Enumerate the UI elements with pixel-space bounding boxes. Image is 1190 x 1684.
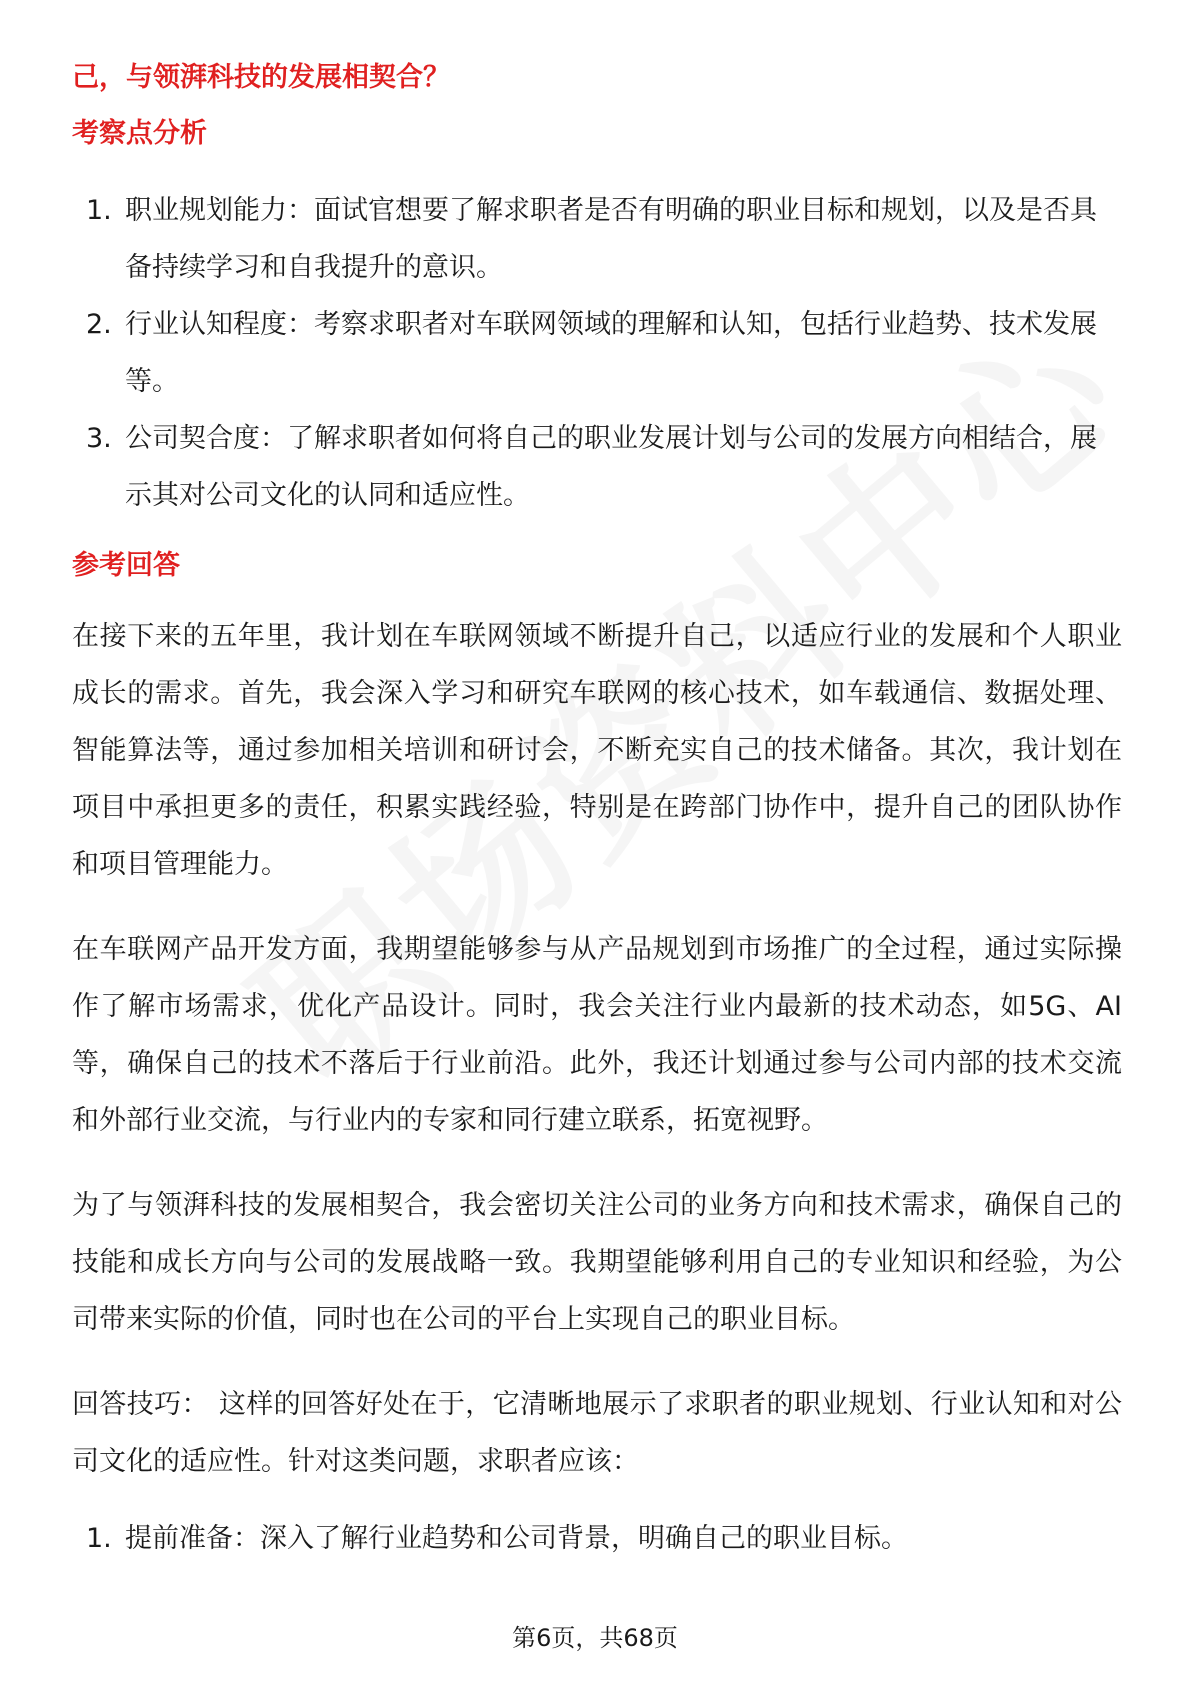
list-item [72,410,1122,524]
list-item [72,182,1122,296]
list-number: 3. [86,423,112,454]
question-heading-tail: 己，与领湃科技的发展相契合？ [72,62,450,93]
page-number: 第6页，共68页 [512,1624,678,1652]
tips-list [72,1510,1122,1567]
list-item-text: 公司契合度：了解求职者如何将自己的职业发展计划与公司的发展方向相结合，展示其对公司文化的认同和适应性。 [125,423,1097,511]
tips-label: 回答技巧： [72,1389,209,1420]
list-item [72,1510,1122,1567]
tips-text: 这样的回答好处在于，它清晰地展示了求职者的职业规划、行业认知和对公司文化的适应性。针对这类问题，求职者应该： [72,1389,1123,1477]
list-item-text: 提前准备：深入了解行业趋势和公司背景，明确自己的职业目标。 [125,1523,908,1554]
analysis-heading: 考察点分析 [72,118,207,149]
list-number: 1. [86,1523,112,1554]
list-number: 1. [86,195,112,226]
list-item-text: 职业规划能力：面试官想要了解求职者是否有明确的职业目标和规划，以及是否具备持续学习和自我提升的意识。 [125,195,1097,283]
answer-paragraph: 为了与领湃科技的发展相契合，我会密切关注公司的业务方向和技术需求，确保自己的技能和成长方向与公司的发展战略一致。我期望能够利用自己的专业知识和经验，为公司带来实际的价值，同时也在公司的平台上实现自己的职业目标。 [72,1190,1122,1335]
list-number: 2. [86,309,112,340]
answer-paragraph: 在车联网产品开发方面，我期望能够参与从产品规划到市场推广的全过程，通过实际操作了解市场需求，优化产品设计。同时，我会关注行业内最新的技术动态，如5G、AI等，确保自己的技术不落后于行业前沿。此外，我还计划通过参与公司内部的技术交流和外部行业交流，与行业内的专家和同行建立联系，拓宽视野。 [72,934,1122,1136]
list-item-text: 行业认知程度：考察求职者对车联网领域的理解和认知，包括行业趋势、技术发展等。 [125,309,1097,397]
tips-paragraph [72,1376,1122,1490]
answer-paragraph: 在接下来的五年里，我计划在车联网领域不断提升自己，以适应行业的发展和个人职业成长的需求。首先，我会深入学习和研究车联网的核心技术，如车载通信、数据处理、智能算法等，通过参加相关培训和研讨会，不断充实自己的技术储备。其次，我计划在项目中承担更多的责任，积累实践经验，特别是在跨部门协作中，提升自己的团队协作和项目管理能力。 [72,621,1122,880]
analysis-list [72,182,1122,524]
answer-heading: 参考回答 [72,550,180,581]
page-content [72,58,1122,1567]
list-item [72,296,1122,410]
